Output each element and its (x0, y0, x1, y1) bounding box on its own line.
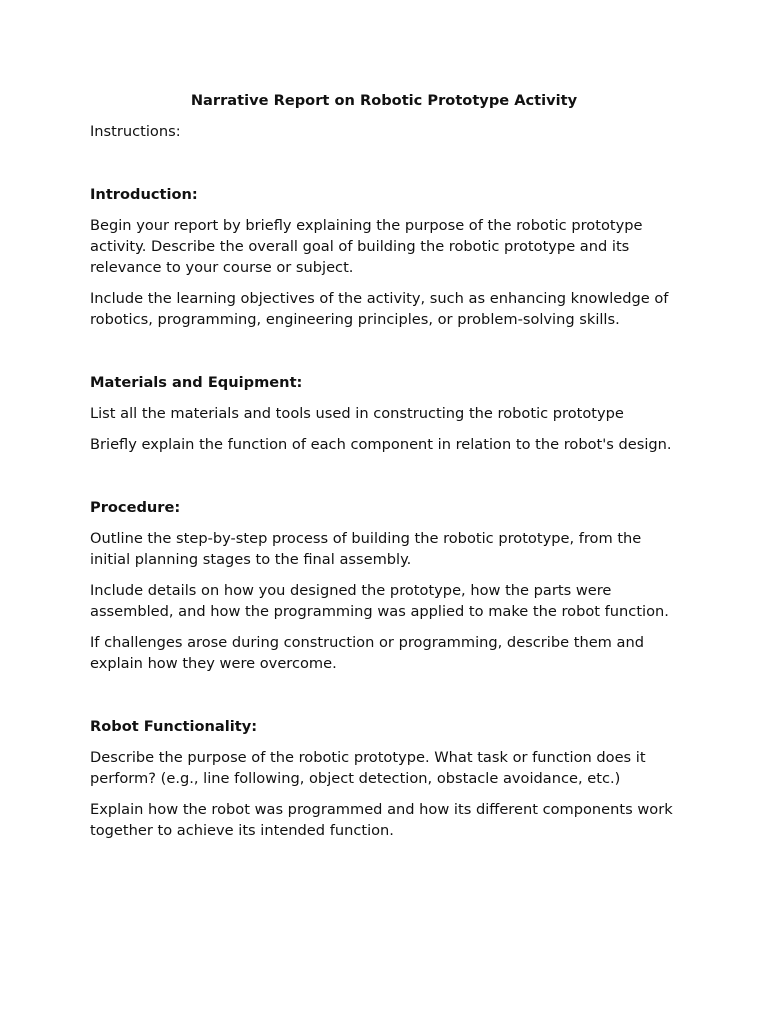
paragraph: Explain how the robot was programmed and how its different components work together to achieve its intended function. (90, 801, 673, 839)
paragraph: List all the materials and tools used in constructing the robotic prototype (90, 405, 624, 422)
section-materials-and-equipment (90, 372, 678, 455)
instructions-label: Instructions: (90, 123, 181, 140)
paragraph: Include details on how you designed the prototype, how the parts were assembled, and how the programming was applied to make the robot function. (90, 582, 669, 620)
paragraph: Describe the purpose of the robotic prototype. What task or function does it perform? (e.g., line following, object detection, obstacle avoidance, etc.) (90, 749, 646, 787)
paragraph: Begin your report by briefly explaining the purpose of the robotic prototype activity. Describe the overall goal of building the robotic prototype and its relevance to your course or subject. (90, 217, 643, 276)
section-introduction (90, 184, 678, 330)
paragraph: Briefly explain the function of each component in relation to the robot's design. (90, 436, 672, 453)
section-heading: Introduction: (90, 186, 198, 203)
document-page (90, 90, 678, 883)
paragraph: Include the learning objectives of the activity, such as enhancing knowledge of robotics, programming, engineering principles, or problem-solving skills. (90, 290, 669, 328)
section-robot-functionality (90, 716, 678, 841)
section-procedure (90, 497, 678, 674)
section-heading: Robot Functionality: (90, 718, 258, 735)
section-heading: Materials and Equipment: (90, 374, 303, 391)
document-title: Narrative Report on Robotic Prototype Activity (190, 92, 578, 109)
paragraph: If challenges arose during construction or programming, describe them and explain how they were overcome. (90, 634, 644, 672)
paragraph: Outline the step-by-step process of building the robotic prototype, from the initial planning stages to the final assembly. (90, 530, 642, 568)
section-heading: Procedure: (90, 499, 181, 516)
